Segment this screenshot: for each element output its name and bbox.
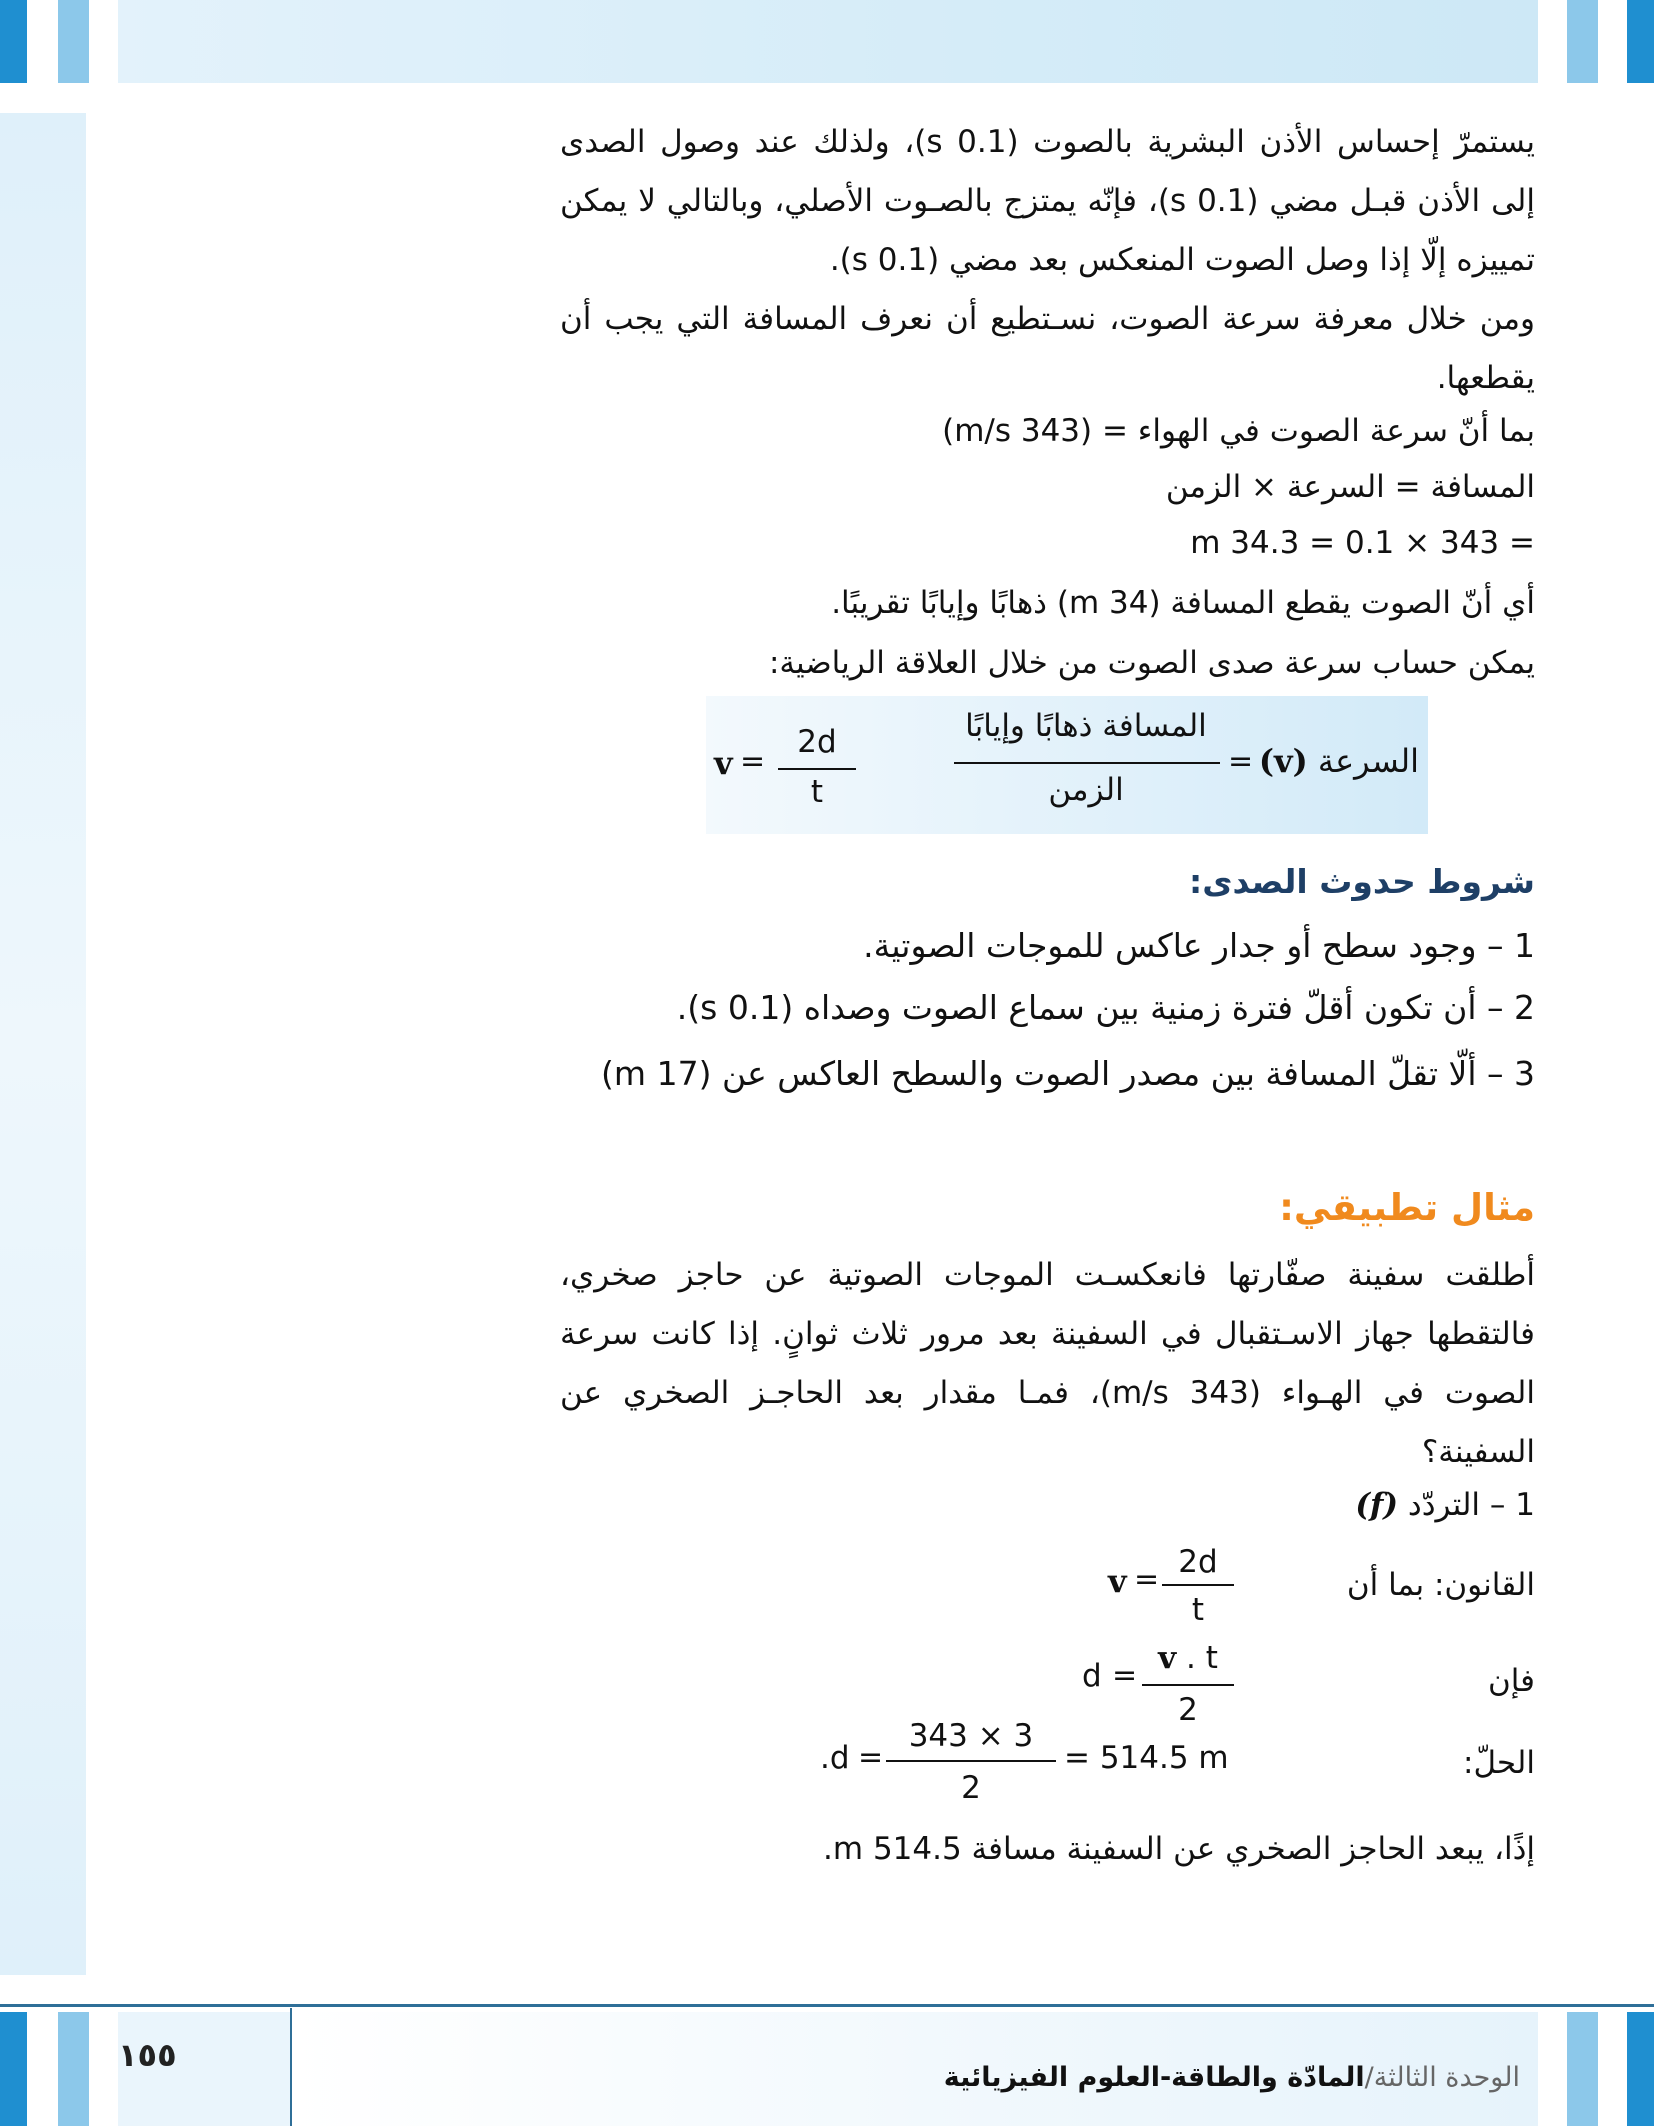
then-equals: = [1112,1658,1138,1693]
symbolic-equals: = [740,744,766,779]
unit-prefix: الوحدة الثالثة/ [1364,2062,1520,2093]
then-numerator-v: v [1158,1640,1177,1676]
header-band [118,0,1538,83]
speed-label [1258,742,1419,780]
example-heading: مثال تطبيقي: [1279,1186,1535,1229]
footer-rule [0,2004,1654,2007]
header-bar-light-left [58,0,89,83]
word-numerator: المسافة ذهابًا وإيابًا [965,708,1207,744]
law-equals: = [1134,1562,1160,1597]
then-numerator-rest: . t [1176,1640,1218,1676]
law-label: القانون: بما أن [1346,1567,1535,1603]
conditions-heading: شروط حدوث الصدى: [1189,862,1535,901]
v-symbol: v [714,744,733,782]
solution-numerator: 343 × 3 [908,1718,1034,1754]
speed-word: السرعة [1317,742,1419,780]
law-fraction-bar [1162,1584,1234,1586]
answer-line: إذًا، يبعد الحاجز الصخري عن السفينة مسافة 514.5 m. [823,1831,1535,1867]
footer-bar-light-right [1567,2012,1598,2126]
formula-equals: = [1228,744,1254,779]
left-margin-column [0,113,86,1975]
frequency-label: 1 – التردّد [1407,1487,1535,1523]
example-item-1 [1000,1480,1535,1530]
header-bar-dark-left [0,0,27,83]
example-problem: أطلقت سفينة صفّارتها فانعكسـت الموجات الصوتية عن حاجز صخري، فالتقطها جهاز الاسـتقبال في السفينة بعد مرور ثلاث ثوانٍ. إذا كانت سرعة الصوت في الهـواء (343 m/s)، فمـا مقدار بعد الحاجـز الصخري عن السفينة؟ [560,1257,1535,1470]
formula-box [706,696,1428,834]
unit-name: المادّة والطاقة-العلوم الفيزيائية [943,2062,1365,2093]
solution-label: الحلّ: [1463,1745,1535,1781]
footer-bar-dark-left [0,2012,27,2126]
condition-item-3: 3 – ألّا تقلّ المسافة بين مصدر الصوت والسطح العاكس عن (17 m) [601,1054,1535,1093]
distance-calc-line: = 343 × 0.1 = 34.3 m [1190,525,1535,561]
then-fraction-bar [1142,1684,1234,1686]
then-d-symbol: d [1082,1658,1102,1694]
symbolic-numerator: 2d [797,724,837,760]
header-bar-dark-right [1627,0,1654,83]
law-denominator: t [1191,1592,1205,1628]
solution-denominator: 2 [961,1770,981,1806]
header-bar-light-right [1567,0,1598,83]
distance-conclusion-line: أي أنّ الصوت يقطع المسافة (34 m) ذهابًا وإيابًا تقريبًا. [831,585,1535,621]
footer-bar-dark-right [1627,2012,1654,2126]
condition-item-2: 2 – أن تكون أقلّ فترة زمنية بين سماع الصوت وصداه (0.1 s). [676,988,1535,1027]
law-v-symbol: v [1108,1562,1127,1600]
solution-result: = 514.5 m [1064,1740,1229,1776]
solution-d-symbol: .d [820,1740,850,1776]
frequency-symbol: (f) [1355,1487,1399,1523]
solution-fraction-bar [886,1760,1056,1762]
intro-paragraph-1: يستمرّ إحساس الأذن البشرية بالصوت (0.1 s)، ولذلك عند وصول الصدى إلى الأذن قبـل مضي (0.1 s)، فإنّه يمتزج بالصـوت الأصلي، وبالتالي لا يمكن تمييزه إلّا إذا وصل الصوت المنعكس بعد مضي (0.1 s). [560,124,1535,278]
solution-equals: = [858,1740,884,1775]
unit-title [900,2062,1520,2093]
symbolic-fraction-bar [778,768,856,770]
formula-content [706,696,1428,834]
speed-symbol: (v) [1258,742,1308,780]
then-numerator [1140,1640,1236,1676]
footer-bar-light-left [58,2012,89,2126]
condition-item-1: 1 – وجود سطح أو جدار عاكس للموجات الصوتية. [863,926,1535,965]
distance-rule-line: المسافة = السرعة × الزمن [1165,469,1535,505]
word-denominator: الزمن [1048,772,1124,808]
then-label: فإن [1487,1663,1535,1699]
law-numerator: 2d [1178,1544,1218,1580]
formula-intro-line: يمكن حساب سرعة صدى الصوت من خلال العلاقة الرياضية: [768,645,1535,681]
speed-of-sound-line: بما أنّ سرعة الصوت في الهواء = (343 m/s) [942,413,1535,449]
symbolic-denominator: t [810,774,824,810]
intro-paragraph-2: ومن خلال معرفة سرعة الصوت، نسـتطيع أن نعرف المسافة التي يجب أن يقطعها. [560,301,1535,396]
word-fraction-bar [954,762,1220,764]
page-number: ١٥٥ [118,2036,177,2074]
then-denominator: 2 [1178,1692,1198,1728]
